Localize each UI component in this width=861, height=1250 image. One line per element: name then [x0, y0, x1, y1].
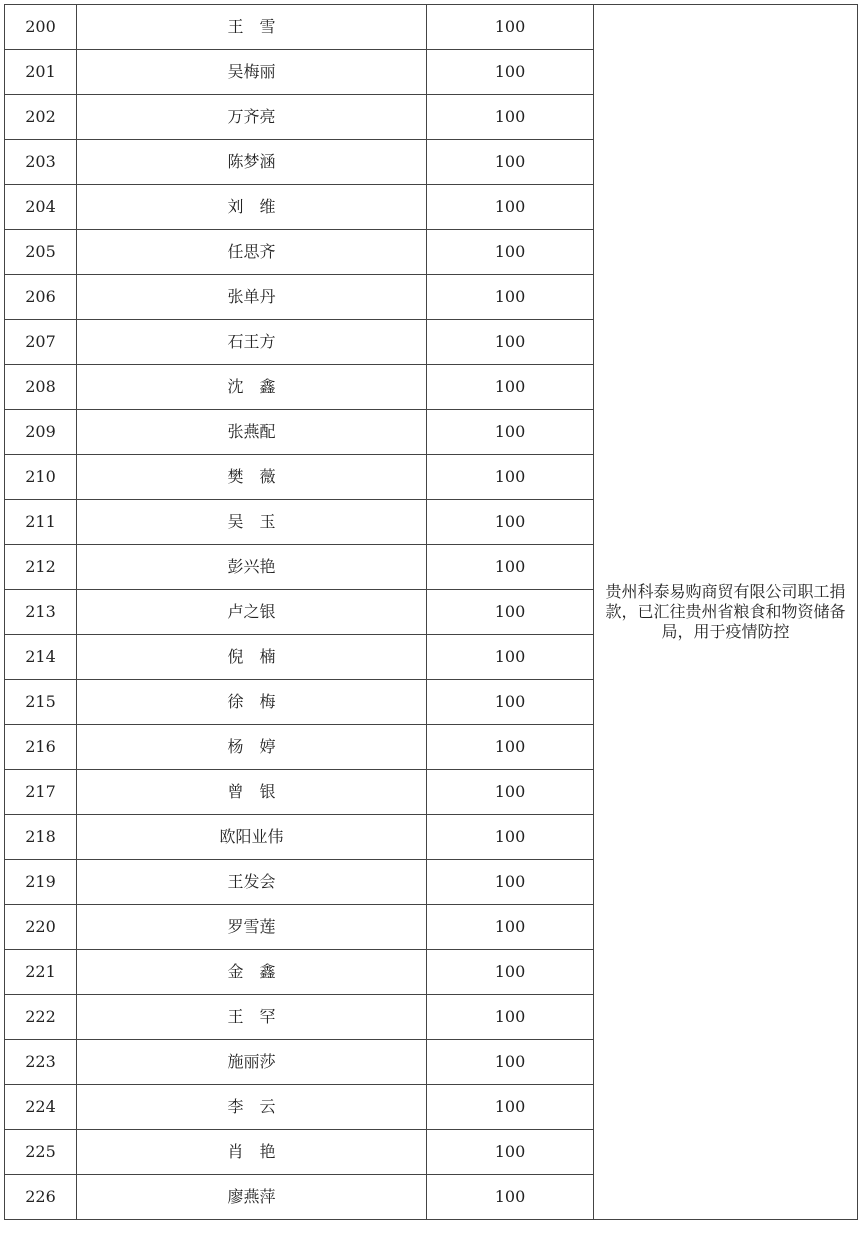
donor-name-text: 陈梦涵 [227, 152, 276, 171]
donor-name [77, 140, 427, 185]
row-number: 215 [5, 680, 77, 725]
row-number: 224 [5, 1085, 77, 1130]
donor-name-text: 张单丹 [227, 287, 276, 306]
donor-name [77, 1130, 427, 1175]
donor-name-text: 石王方 [227, 332, 276, 351]
donation-amount: 100 [427, 680, 594, 725]
row-number: 205 [5, 230, 77, 275]
donor-name [77, 950, 427, 995]
donor-name-text: 彭兴艳 [227, 557, 276, 576]
donor-name-text: 樊 薇 [227, 467, 276, 486]
donor-name [77, 1175, 427, 1220]
donor-name [77, 1040, 427, 1085]
donation-amount: 100 [427, 725, 594, 770]
donor-name [77, 320, 427, 365]
donation-amount: 100 [427, 230, 594, 275]
donor-name [77, 680, 427, 725]
donor-name-text: 沈 鑫 [227, 377, 276, 396]
row-number: 209 [5, 410, 77, 455]
donor-name [77, 635, 427, 680]
donation-amount: 100 [427, 500, 594, 545]
donation-amount: 100 [427, 1040, 594, 1085]
donor-name [77, 5, 427, 50]
row-number: 219 [5, 860, 77, 905]
donation-amount: 100 [427, 995, 594, 1040]
table-row [5, 5, 858, 50]
donor-name [77, 230, 427, 275]
donor-name-text: 金 鑫 [227, 962, 276, 981]
donor-name [77, 590, 427, 635]
donor-name [77, 500, 427, 545]
donation-amount: 100 [427, 905, 594, 950]
donor-name [77, 275, 427, 320]
donor-name [77, 50, 427, 95]
donor-name [77, 860, 427, 905]
donor-name-text: 施丽莎 [227, 1052, 276, 1071]
row-number: 223 [5, 1040, 77, 1085]
donation-amount: 100 [427, 140, 594, 185]
row-number: 213 [5, 590, 77, 635]
donor-name-text: 肖 艳 [227, 1142, 276, 1161]
donor-name [77, 1085, 427, 1130]
row-number: 203 [5, 140, 77, 185]
donor-name-text: 万齐亮 [227, 107, 276, 126]
donation-amount: 100 [427, 770, 594, 815]
donation-amount: 100 [427, 1175, 594, 1220]
donor-name [77, 725, 427, 770]
donor-name-text: 王发会 [227, 872, 276, 891]
donor-name-text: 刘 维 [227, 197, 276, 216]
donation-table-body [5, 5, 858, 1220]
row-number: 225 [5, 1130, 77, 1175]
donor-name [77, 545, 427, 590]
donor-name-text: 倪 楠 [227, 647, 276, 666]
remark-cell: 贵州科泰易购商贸有限公司职工捐款，已汇往贵州省粮食和物资储备局，用于疫情防控 [594, 5, 858, 1220]
donor-name [77, 770, 427, 815]
donor-name [77, 410, 427, 455]
row-number: 212 [5, 545, 77, 590]
donation-amount: 100 [427, 410, 594, 455]
row-number: 214 [5, 635, 77, 680]
row-number: 210 [5, 455, 77, 500]
donation-amount: 100 [427, 545, 594, 590]
donor-name [77, 185, 427, 230]
donor-name [77, 995, 427, 1040]
donor-name-text: 罗雪莲 [227, 917, 276, 936]
donation-amount: 100 [427, 1130, 594, 1175]
row-number: 216 [5, 725, 77, 770]
donor-name [77, 815, 427, 860]
donor-name-text: 廖燕萍 [227, 1187, 276, 1206]
donation-amount: 100 [427, 50, 594, 95]
donation-amount: 100 [427, 185, 594, 230]
row-number: 201 [5, 50, 77, 95]
donation-amount: 100 [427, 860, 594, 905]
row-number: 220 [5, 905, 77, 950]
row-number: 218 [5, 815, 77, 860]
row-number: 207 [5, 320, 77, 365]
row-number: 200 [5, 5, 77, 50]
donor-name-text: 杨 婷 [227, 737, 276, 756]
donor-name-text: 吴 玉 [227, 512, 276, 531]
donation-amount: 100 [427, 950, 594, 995]
donor-name [77, 455, 427, 500]
row-number: 211 [5, 500, 77, 545]
donor-name-text: 李 云 [227, 1097, 276, 1116]
donor-name-text: 卢之银 [227, 602, 276, 621]
donor-name-text: 张燕配 [227, 422, 276, 441]
row-number: 222 [5, 995, 77, 1040]
row-number: 206 [5, 275, 77, 320]
donor-name-text: 欧阳业伟 [219, 827, 284, 846]
row-number: 202 [5, 95, 77, 140]
donor-name-text: 王 雪 [227, 17, 276, 36]
row-number: 208 [5, 365, 77, 410]
donor-name-text: 任思齐 [227, 242, 276, 261]
row-number: 221 [5, 950, 77, 995]
donation-amount: 100 [427, 320, 594, 365]
row-number: 217 [5, 770, 77, 815]
donation-amount: 100 [427, 455, 594, 500]
row-number: 204 [5, 185, 77, 230]
donor-name-text: 王 罕 [227, 1007, 276, 1026]
donation-table [4, 4, 858, 1220]
donation-amount: 100 [427, 95, 594, 140]
donor-name-text: 徐 梅 [227, 692, 276, 711]
donation-amount: 100 [427, 635, 594, 680]
donor-name-text: 曾 银 [227, 782, 276, 801]
donation-amount: 100 [427, 365, 594, 410]
donation-amount: 100 [427, 5, 594, 50]
donor-name [77, 365, 427, 410]
row-number: 226 [5, 1175, 77, 1220]
donation-amount: 100 [427, 590, 594, 635]
donor-name-text: 吴梅丽 [227, 62, 276, 81]
donation-amount: 100 [427, 275, 594, 320]
donation-amount: 100 [427, 815, 594, 860]
donor-name [77, 95, 427, 140]
donor-name [77, 905, 427, 950]
donation-amount: 100 [427, 1085, 594, 1130]
